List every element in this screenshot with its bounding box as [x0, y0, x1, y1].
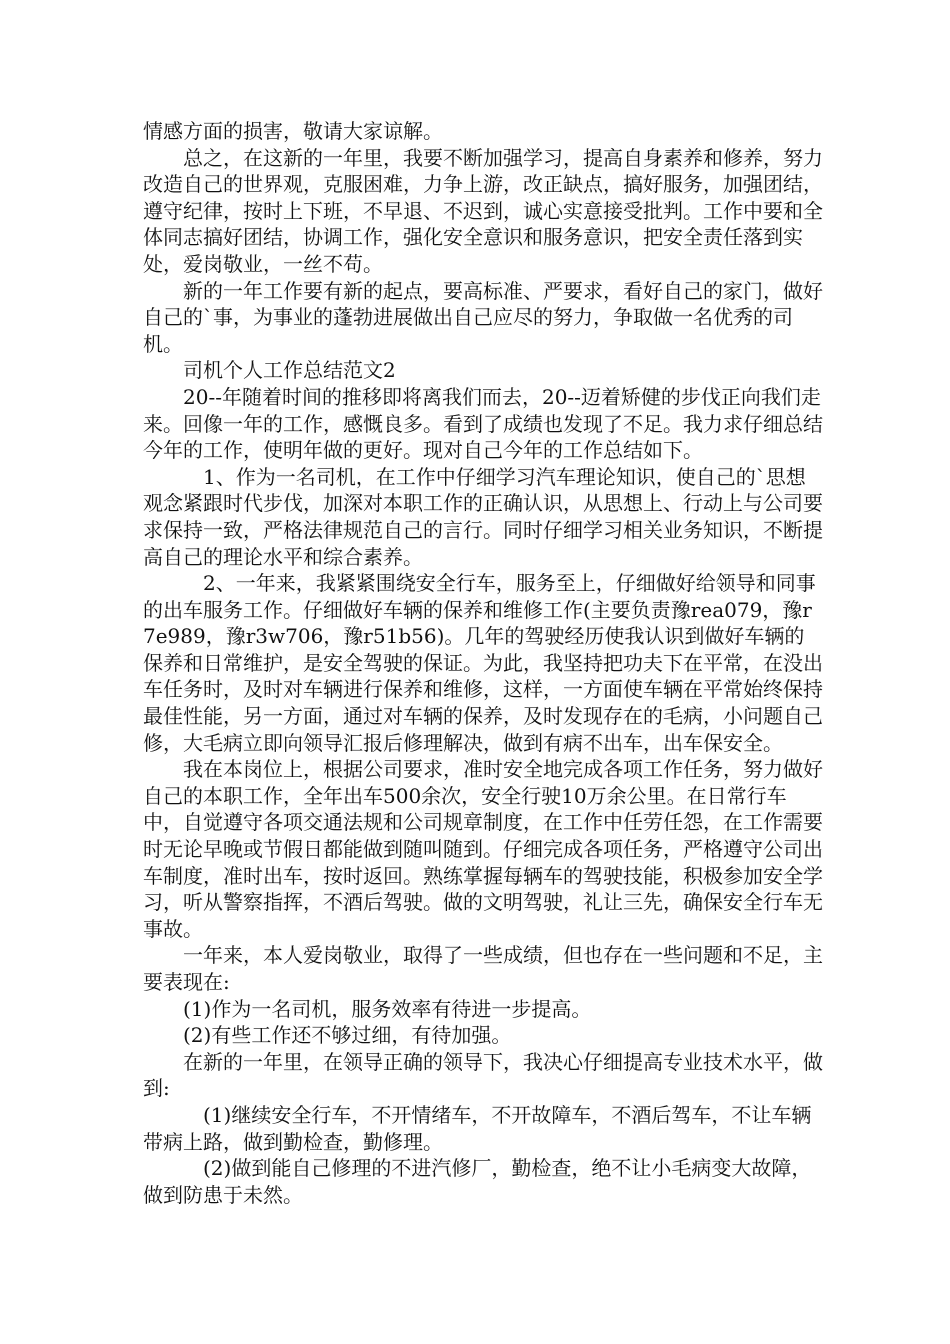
paragraph-intro: 20--年随着时间的推移即将离我们而去，20--迈着矫健的步伐正向我们走来。回像一年的工作，感慨良多。看到了成绩也发现了不足。我力求仔细总结今年的工作，使明年做的更好。现对自己今年的工作总结如下。	[143, 384, 823, 463]
list-item-plan-1: (1)继续安全行车，不开情绪车，不开故障车，不酒后驾车，不让车辆带病上路，做到勤检查，勤修理。	[143, 1102, 812, 1154]
list-item-plan-2: (2)做到能自己修理的不进汽修厂，勤检查，绝不让小毛病变大故障，做到防患于未然。	[143, 1156, 812, 1207]
paragraph-point-2: 2、一年来，我紧紧围绕安全行车，服务至上，仔细做好给领导和同事的出车服务工作。仔细做好车辆的保养和维修工作(主要负责豫rea079，豫r7e989，豫r3w706，豫r51b56)。几年的驾驶经历使我认识到做好车辆的保养和日常维护，是安全驾驶的保证。为此，我坚持把功夫下在平常，在没出车任务时，及时对车辆进行保养和维修，这样，一方面使车辆在平常始终保持最佳性能，另一方面，通过对车辆的保养，及时发现存在的毛病，小问题自己修，大毛病立即向领导汇报后修理解决，做到有病不出车，出车保安全。	[143, 571, 823, 755]
paragraph-shortcomings: 一年来，本人爱岗敬业，取得了一些成绩，但也存在一些问题和不足，主要表现在:	[143, 943, 823, 994]
paragraph-new-year: 新的一年工作要有新的起点，要高标准、严要求，看好自己的家门，做好自己的`事，为事业的蓬勃进展做出自己应尽的努力，争取做一名优秀的司机。	[143, 278, 823, 356]
paragraph-summary: 总之，在这新的一年里，我要不断加强学习，提高自身素养和修养，努力改造自己的世界观，克服困难，力争上游，改正缺点，搞好服务，加强团结，遵守纪律，按时上下班，不早退、不迟到，诚心实意接受批判。工作中要和全体同志搞好团结，协调工作，强化安全意识和服务意识，把安全责任落到实处，爱岗敬业，一丝不苟。	[143, 145, 823, 276]
list-item-shortcoming-1: (1)作为一名司机，服务效率有待进一步提高。	[183, 996, 592, 1021]
paragraph-point-1: 1、作为一名司机，在工作中仔细学习汽车理论知识，使自己的`思想观念紧跟时代步伐，加深对本职工作的正确认识，从思想上、行动上与公司要求保持一致，严格法律规范自己的言行。同时仔细学习相关业务知识，不断提高自己的理论水平和综合素养。	[143, 464, 823, 569]
section-heading: 司机个人工作总结范文2	[183, 358, 396, 383]
paragraph-continuation: 情感方面的损害，敬请大家谅解。	[143, 119, 443, 143]
paragraph-plan: 在新的一年里，在领导正确的领导下，我决心仔细提高专业技术水平，做到:	[143, 1049, 823, 1101]
document-body	[143, 118, 823, 1208]
paragraph-duties: 我在本岗位上，根据公司要求，准时安全地完成各项工作任务，努力做好自己的本职工作，全年出车500余次，安全行驶10万余公里。在日常行车中，自觉遵守各项交通法规和公司规章制度，在工作中任劳任怨，在工作需要时无论早晚或节假日都能做到随叫随到。仔细完成各项任务，严格遵守公司出车制度，准时出车，按时返回。熟练掌握每辆车的驾驶技能，积极参加安全学习，听从警察指挥，不酒后驾驶。做的文明驾驶，礼让三先，确保安全行车无事故。	[143, 757, 823, 941]
list-item-shortcoming-2: (2)有些工作还不够过细，有待加强。	[183, 1023, 512, 1048]
